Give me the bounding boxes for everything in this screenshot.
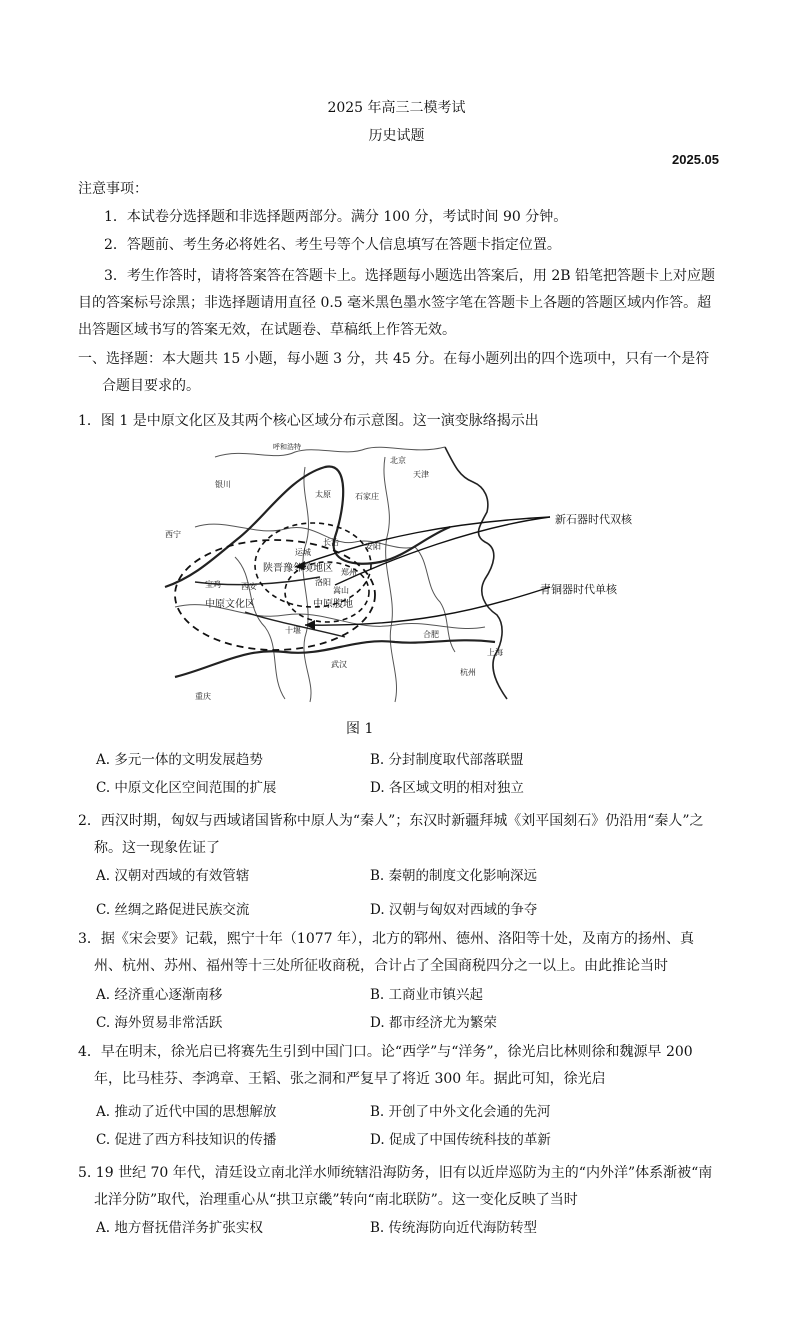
q5-option-b: B. 传统海防向近代海防转型	[370, 1220, 538, 1236]
notice-item-1: 1．本试卷分选择题和非选择题两部分。满分 100 分，考试时间 90 分钟。	[104, 209, 568, 225]
q2-option-a: A. 汉朝对西域的有效管辖	[96, 868, 250, 884]
q3-option-b: B. 工商业市镇兴起	[370, 987, 484, 1003]
notice-item-2: 2．答题前、考生务必将姓名、考生号等个人信息填写在答题卡指定位置。	[104, 237, 561, 253]
q1-option-b: B. 分封制度取代部落联盟	[370, 752, 524, 768]
q4-option-a: A. 推动了近代中国的思想解放	[96, 1104, 277, 1120]
q4-option-c: C. 促进了西方科技知识的传播	[96, 1132, 277, 1148]
q1-option-a: A. 多元一体的文明发展趋势	[96, 752, 263, 768]
city-shanghai: 上海	[487, 648, 503, 657]
city-shijiazhuang: 石家庄	[355, 492, 379, 501]
city-beijing: 北京	[390, 456, 406, 465]
city-hefei: 合肥	[423, 630, 439, 639]
q4-option-b: B. 开创了中外文化会通的先河	[370, 1104, 551, 1120]
city-hangzhou: 杭州	[460, 668, 476, 677]
question-4-stem: 4．早在明末，徐光启已将赛先生引到中国门口。论“西学”与“洋务”，徐光启比林则徐和魏源早 200 年，比马桂芬、李鸿章、王韬、张之洞和严复早了将近 300 年。据此可知，徐光启	[78, 1044, 693, 1087]
page-title: 2025 年高三二模考试	[327, 100, 466, 116]
city-changzhi: 长治	[323, 538, 339, 547]
city-taiyuan: 太原	[315, 490, 331, 499]
city-anyang: 安阳	[365, 542, 381, 551]
city-shiyan: 十堰	[285, 626, 301, 635]
question-3-stem: 3．据《宋会要》记载，熙宁十年（1077 年），北方的郓州、德州、洛阳等十处，及南方的扬州、真州、杭州、苏州、福州等十三处所征收商税，合计占了全国商税四分之一以上。由此推论当时	[78, 931, 694, 974]
section-heading: 一、选择题：本大题共 15 小题，每小题 3 分，共 45 分。在每小题列出的四个选项中，只有一个是符合题目要求的。	[78, 351, 710, 394]
coastline	[445, 447, 507, 699]
q3-option-c: C. 海外贸易非常活跃	[96, 1015, 223, 1031]
boundary-6	[235, 557, 285, 699]
notice-item-3: 3．考生作答时，请将答案答在答题卡上。选择题每小题选出答案后，用 2B 铅笔把答题卡上对应题目的答案标号涂黑；非选择题请用直径 0.5 毫米黑色墨水签字笔在答题卡上各题的答题区域内作答。超出答题区域书写的答案无效，在试题卷、草稿纸上作答无效。	[78, 268, 716, 338]
q4-option-d: D. 促成了中国传统科技的革新	[370, 1132, 551, 1148]
q2-option-b: B. 秦朝的制度文化影响深远	[370, 868, 538, 884]
outer-region-boundary	[175, 540, 375, 650]
label-bronze-core: 中原腹地	[313, 599, 353, 610]
figure-caption: 图 1	[346, 721, 374, 737]
figure-1-map	[155, 437, 632, 705]
city-xian: 西安	[241, 582, 257, 591]
city-luoyang: 洛阳	[315, 578, 331, 587]
city-chongqing: 重庆	[195, 692, 211, 701]
question-2-stem: 2．西汉时期，匈奴与西域诸国皆称中原人为“秦人”；东汉时新疆拜城《刘平国刻石》仍沿用“秦人”之称。这一现象佐证了	[78, 813, 704, 856]
city-xining: 西宁	[165, 530, 181, 539]
q3-option-d: D. 都市经济尤为繁荣	[370, 1015, 497, 1031]
city-yuncheng: 运城	[295, 548, 311, 557]
question-1-stem: 1．图 1 是中原文化区及其两个核心区域分布示意图。这一演变脉络揭示出	[78, 413, 539, 429]
q3-option-a: A. 经济重心逐渐南移	[96, 987, 223, 1003]
label-callout-bronze: 青铜器时代单核	[540, 583, 617, 596]
label-outer-region: 中原文化区	[205, 599, 255, 610]
q5-option-a: A. 地方督抚借洋务扩张实权	[96, 1220, 263, 1236]
boundary-2	[195, 524, 415, 548]
notice-heading: 注意事项：	[78, 181, 148, 197]
exam-date: 2025.05	[672, 152, 719, 167]
city-tianjin: 天津	[413, 470, 429, 479]
city-songshan: 嵩山	[333, 586, 349, 595]
label-callout-neolithic: 新石器时代双核	[555, 513, 632, 526]
q1-option-c: C. 中原文化区空间范围的扩展	[96, 780, 277, 796]
question-5-stem: 5. 19 世纪 70 年代，清廷设立南北洋水师统辖沿海防务，旧有以近岸巡防为主的“内外洋”体系渐被“南北洋分防”取代，治理重心从“拱卫京畿”转向“南北联防”。这一变化反映了当时	[78, 1165, 713, 1208]
q2-option-d: D. 汉朝与匈奴对西域的争夺	[370, 902, 538, 918]
q2-option-c: C. 丝绸之路促进民族交流	[96, 902, 250, 918]
yangtze-river	[175, 640, 495, 677]
city-hohhot: 呼和浩特	[273, 443, 301, 451]
q1-option-d: D. 各区域文明的相对独立	[370, 780, 524, 796]
city-yinchuan: 银川	[215, 480, 231, 489]
city-wuhan: 武汉	[331, 660, 347, 669]
page-subtitle: 历史试题	[368, 128, 425, 144]
boundary-5	[384, 457, 397, 702]
city-baoji: 宝鸡	[205, 580, 221, 589]
label-neolithic-core: 陕晋豫邻境地区	[263, 563, 333, 574]
city-zhengzhou: 郑州	[341, 568, 357, 577]
boundary-1	[215, 447, 445, 457]
boundary-4	[303, 467, 311, 702]
